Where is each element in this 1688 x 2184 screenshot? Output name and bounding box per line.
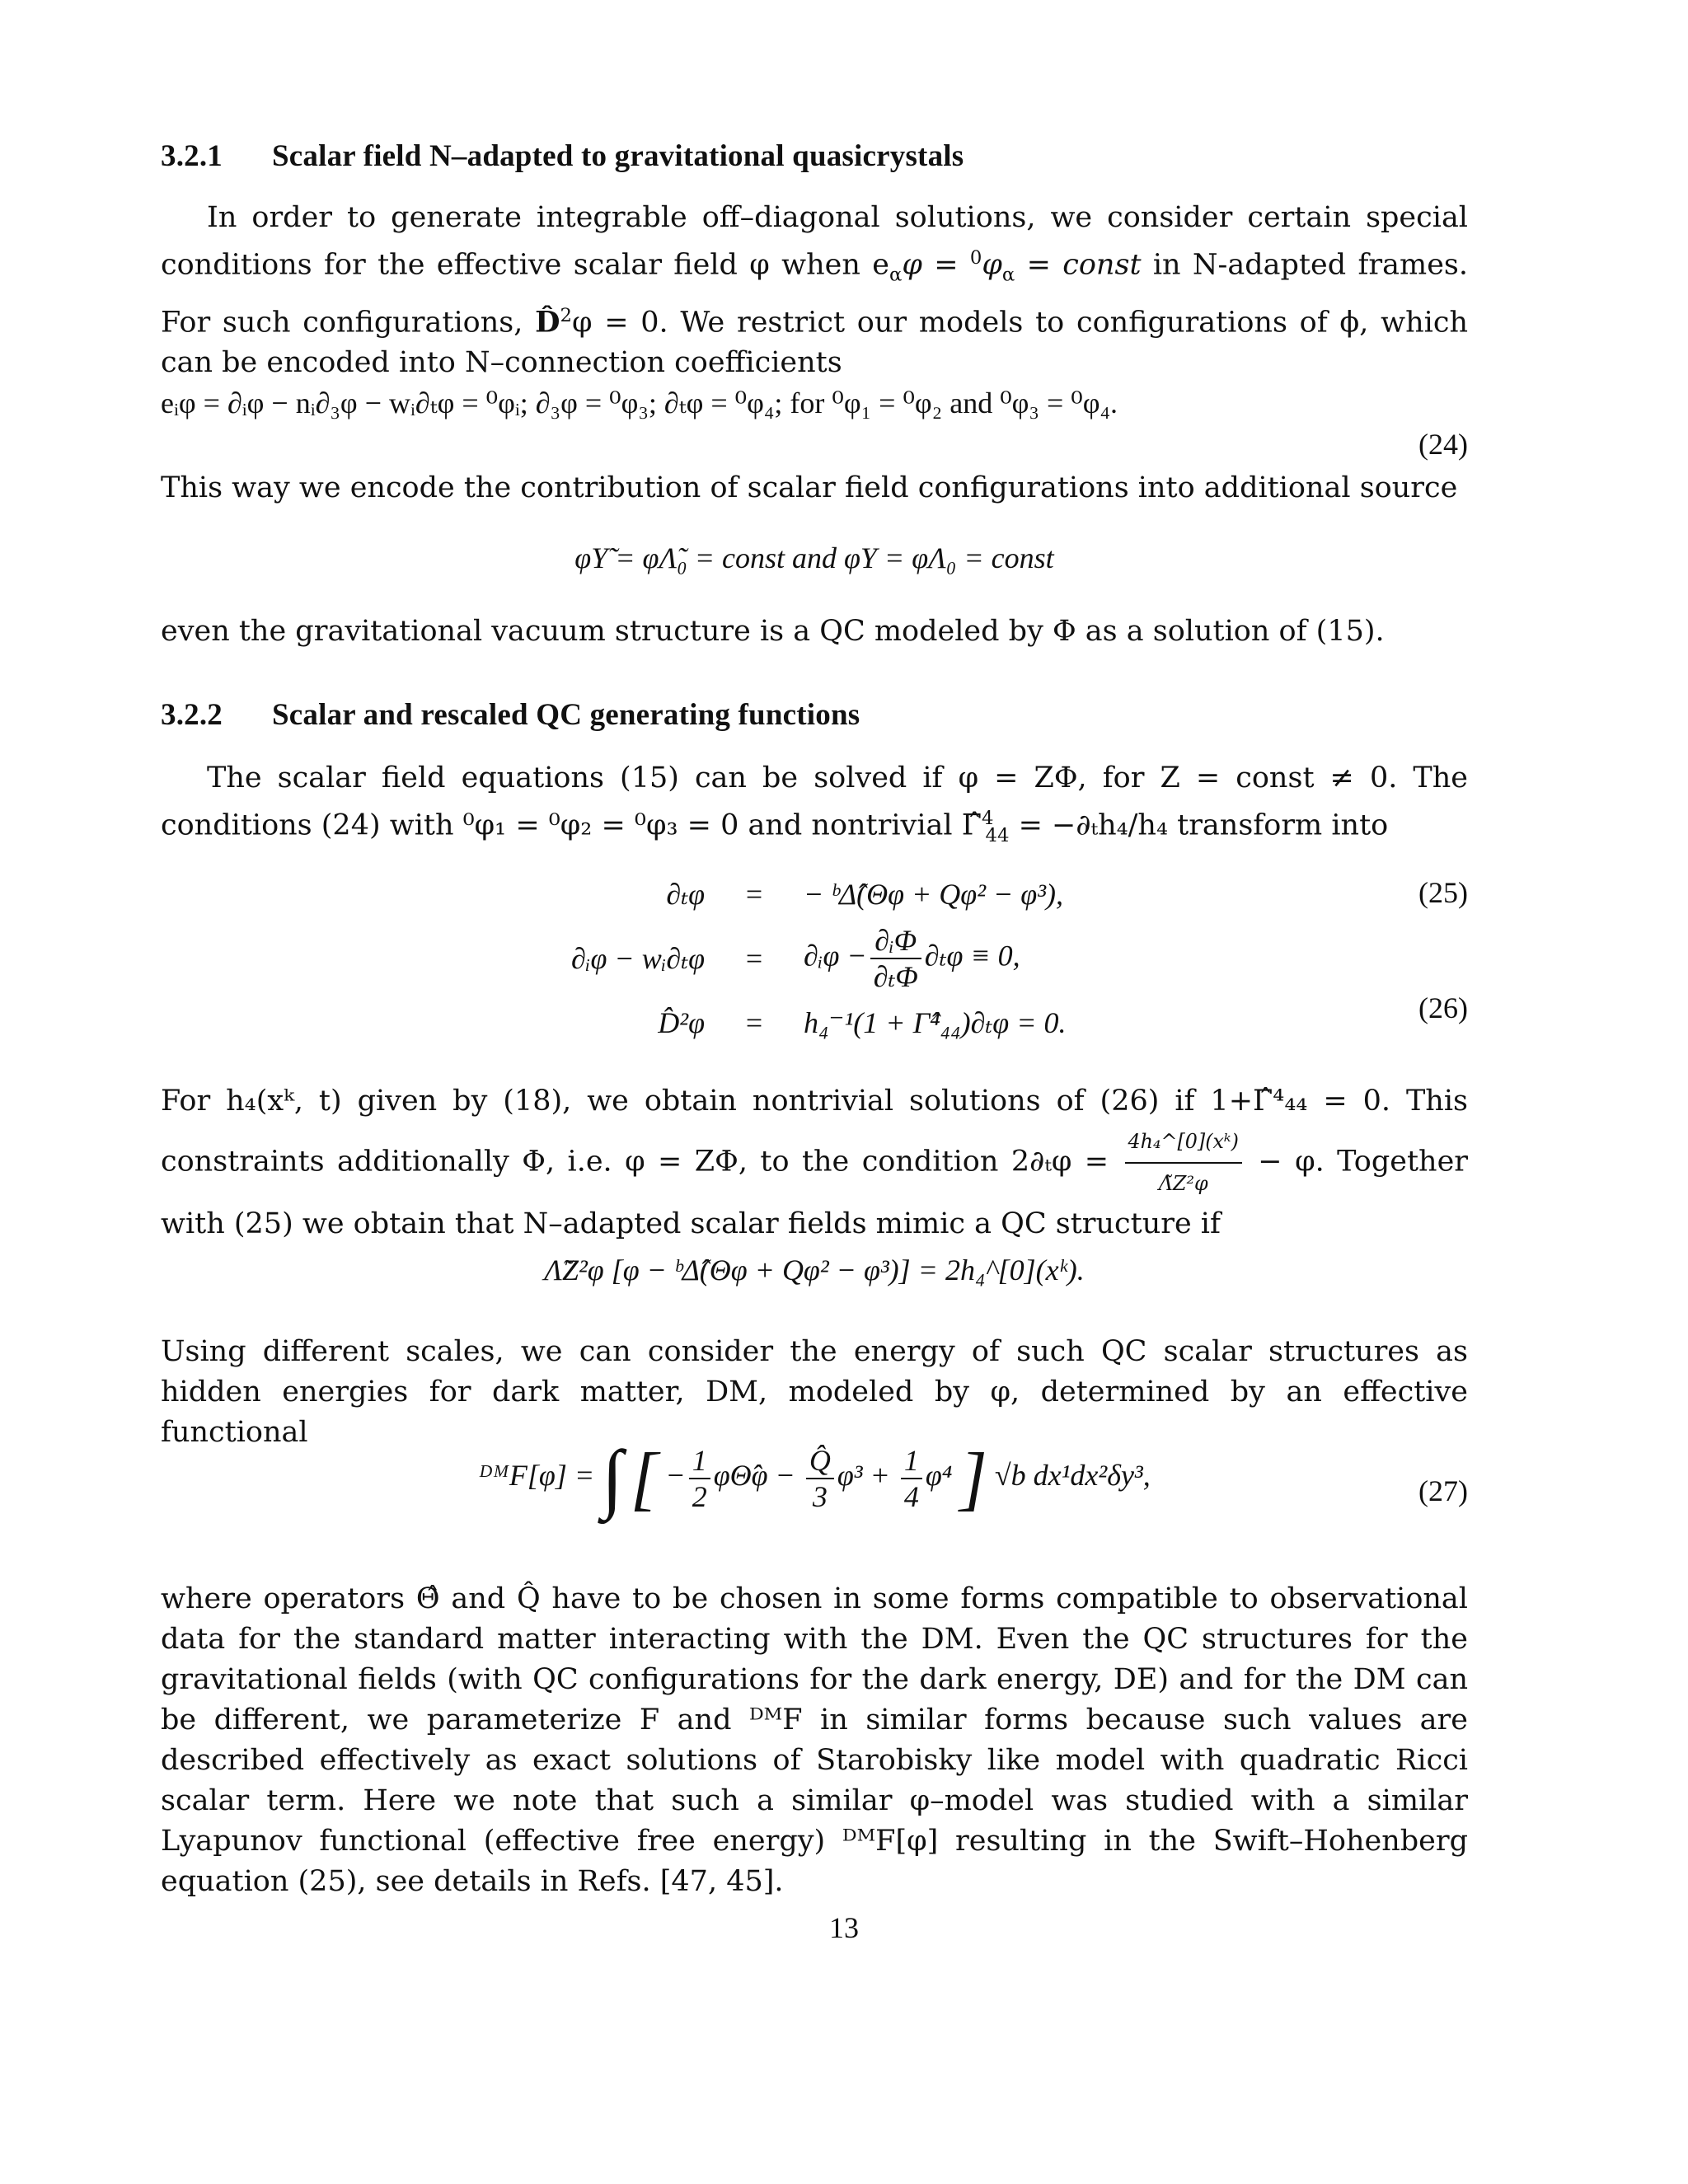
equation-27-body: ᴰᴹF[φ] = ∫ [ − $\frac{1}{2}$ φΘ̂φ − $\frac{Q̂}{3}$ φ³ + $\frac{1}{4}$ φ⁴ ] √b dx¹dx²δy³, bbox=[478, 1436, 1151, 1521]
page-number: 13 bbox=[829, 1911, 859, 1944]
paragraph-7: where operators Θ̂ and Q̂ have to be chosen in some forms compatible to observational data for the standard matter interacting with the DM. Even the QC structures for the gravitational fields (with QC configurations for the dark energy, DE) and for the DM can be different, we parameterize F and ᴰᴹF in similar forms because such values are described effectively as exact solutions of Starobisky like model with quadratic Ricci scalar term. Here we note that such a similar φ–model was studied with a similar Lyapunov functional (effective free energy) ᴰᴹF[φ] resulting in the Swift–Hohenberg equation (25), see details in Refs. [47, 45]. bbox=[161, 1582, 1468, 1898]
equation-qc bbox=[161, 1253, 1468, 1310]
equation-mid-row: ∂ᵢφ − wᵢ∂ₜφ = ∂ᵢφ − $\frac{\text{∂ᵢΦ}}{\text{∂ₜΦ}}$ ∂ₜφ ≡ 0, bbox=[571, 924, 1020, 993]
equation-number: (24) bbox=[1418, 428, 1468, 461]
equation-24-body: eᵢφ = ∂ᵢφ − nᵢ∂₃φ − wᵢ∂ₜφ = ⁰φᵢ; ∂₃φ = ⁰φ₃; ∂ₜφ = ⁰φ₄; for ⁰φ₁ = ⁰φ₂ and ⁰φ₃ = ⁰φ₄. bbox=[161, 387, 1118, 419]
fraction: $\frac{\text{∂ᵢΦ}}{\text{∂ₜΦ}}$ bbox=[870, 923, 921, 994]
section-number: 3.2.2 bbox=[161, 698, 223, 732]
paragraph-3: even the gravitational vacuum structure is a QC modeled by Φ as a solution of (15). bbox=[161, 615, 1385, 648]
section-title: Scalar and rescaled QC generating functions bbox=[272, 698, 860, 732]
equation-source bbox=[161, 541, 1468, 590]
equation-24 bbox=[161, 386, 1468, 476]
section-title: Scalar field N–adapted to gravitational quasicrystals bbox=[272, 139, 964, 173]
equation-number: (25) bbox=[1418, 876, 1468, 909]
section-heading-321 bbox=[161, 138, 1468, 174]
aligned-equations bbox=[161, 865, 1066, 1052]
equation-number: (26) bbox=[1418, 991, 1468, 1024]
paragraph-4: The scalar field equations (15) can be solved if φ = ZΦ, for Z = const ≠ 0. The conditions (24) with ⁰φ₁ = ⁰φ₂ = ⁰φ₃ = 0 and nontrivial Γ̂$^4_{44}$ = −∂ₜh₄/h₄ transform into bbox=[161, 762, 1468, 846]
equation-27 bbox=[161, 1434, 1468, 1558]
equation-qc-body: Λ̃Z²φ [φ − ᵇΔ̂(Θφ + Qφ² − φ³)] = 2h₄^[0](xᵏ). bbox=[544, 1254, 1085, 1286]
paragraph-2: This way we encode the contribution of scalar field configurations into additional source bbox=[161, 471, 1458, 504]
equation-25-row: ∂ₜφ = − ᵇΔ̂(Θφ + Qφ² − φ³), bbox=[666, 878, 1063, 911]
section-number: 3.2.1 bbox=[161, 139, 223, 173]
paragraph-1: In order to generate integrable off–diagonal solutions, we consider certain special conditions for the effective scalar field φ when $e_\alpha\varphi = ^0\varphi_\alpha$ = const in N-adapted frames. For such configurations, D̂$^2$φ = 0. We restrict our models to configurations of ϕ, which can be encoded into N–connection coefficients bbox=[161, 201, 1468, 380]
paragraph-6: Using different scales, we can consider the energy of such QC scalar structures as hidden energies for dark matter, DM, modeled by φ, determined by an effective functional bbox=[161, 1335, 1468, 1449]
equations-25-26 bbox=[161, 865, 1468, 1047]
integral-sign: ∫ bbox=[602, 1436, 623, 1521]
equation-26-row: D̂²φ = h₄⁻¹(1 + Γ̂⁴₄₄)∂ₜφ = 0. bbox=[658, 1006, 1067, 1039]
fraction: $\frac{\text{4h₄\textasciicircum{}[0](xᵏ)}}{\text{Λ̃Z²φ}}$ bbox=[1125, 1122, 1242, 1204]
paragraph-5: For h₄(xᵏ, t) given by (18), we obtain nontrivial solutions of (26) if 1+Γ̂⁴₄₄ = 0. This constraints additionally Φ, i.e. φ = ZΦ, to the condition 2∂ₜφ = $\frac{\text{4h₄\textasciicircum{}[0](xᵏ)}}{\text{Λ̃Z²φ}}$ − φ. Together with (25) we obtain that N–adapted scalar fields mimic a QC structure if bbox=[161, 1085, 1469, 1240]
section-heading-322 bbox=[161, 697, 1468, 733]
equation-number: (27) bbox=[1418, 1474, 1468, 1507]
equation-source-body: φΥ̃ = φΛ̃₀ = const and φΥ = φΛ₀ = const bbox=[574, 541, 1054, 574]
